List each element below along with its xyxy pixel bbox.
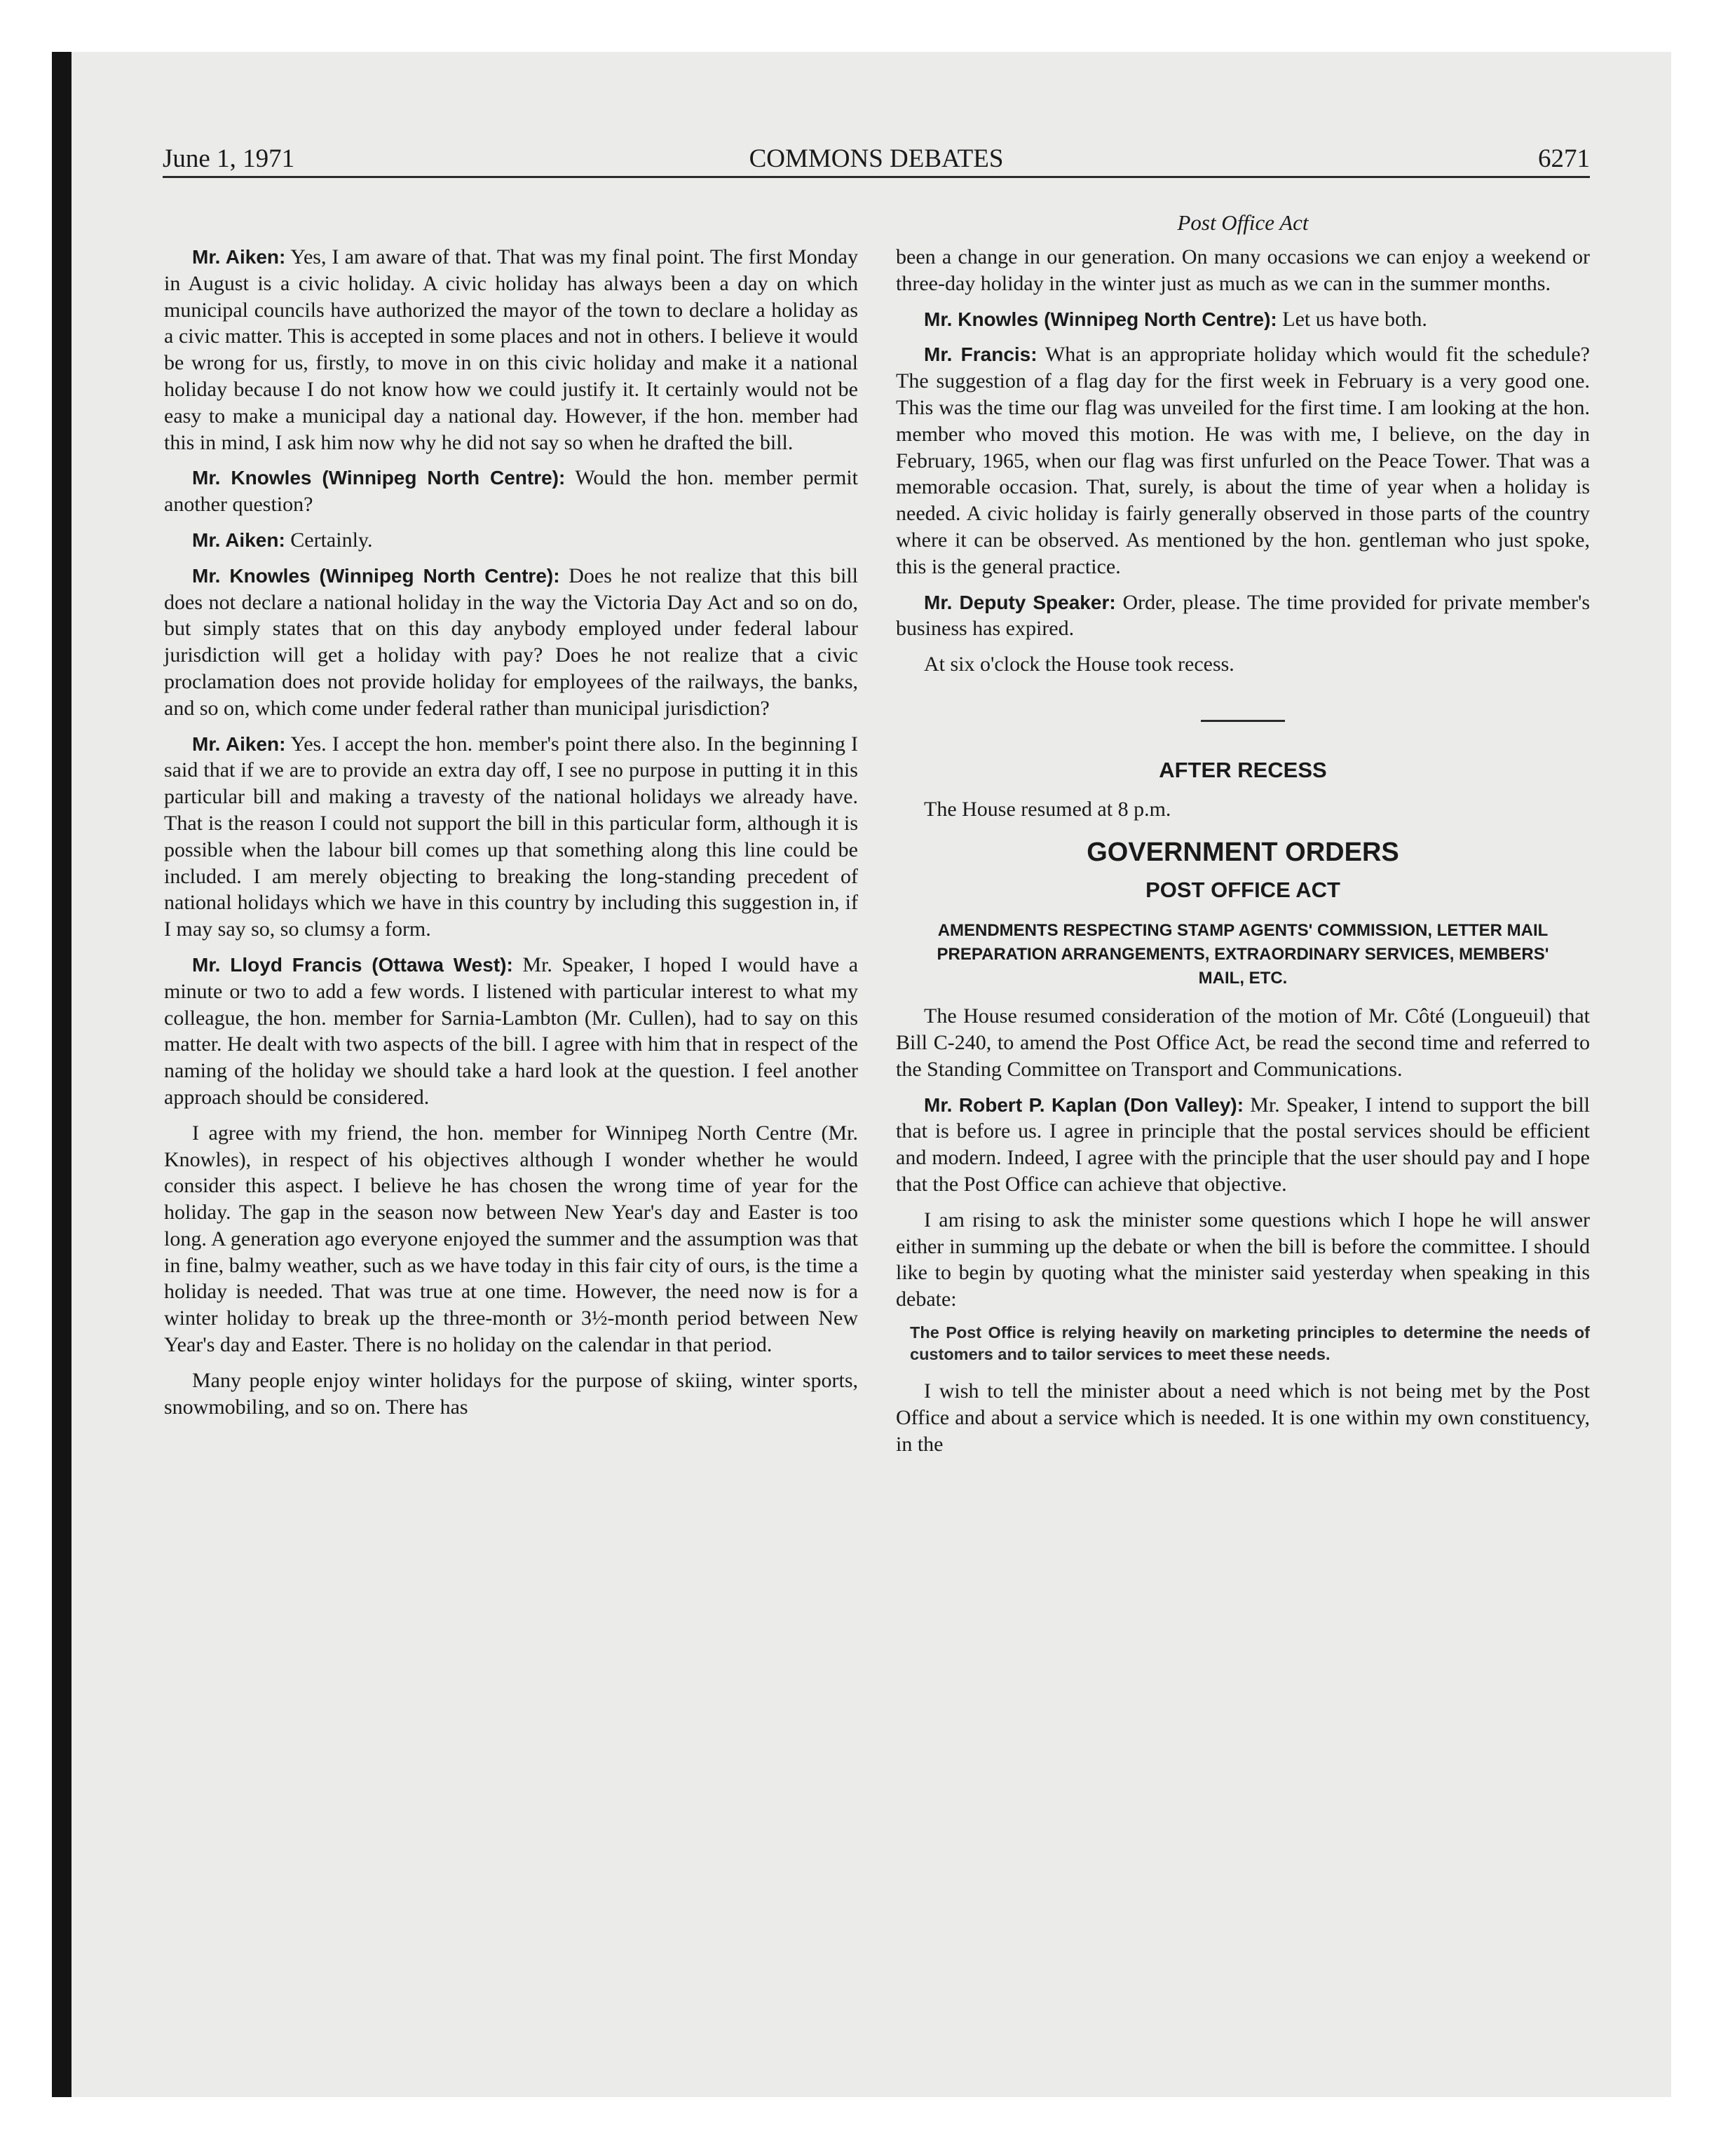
- paragraph: [164, 465, 858, 518]
- paragraph: [896, 796, 1590, 823]
- speech-text: Yes, I am aware of that. That was my final point. The first Monday in August is a civic holiday. A civic holiday has always been a day on which municipal councils have authorized the mayor of the town to declare a holiday as a civic matter. This is accepted in some places and not in others. I believe it would be wrong for us, firstly, to move in on this civic holiday and make it a national holiday because I do not know how we could justify it. It certainly would not be easy to make a municipal day a national day. However, if the hon. member had this in mind, I ask him now why he did not say so when he drafted the bill.: [164, 245, 858, 454]
- speech-text: The House resumed consideration of the motion of Mr. Côté (Longueuil) that Bill C-240, to amend the Post Office Act, be read the second time and referred to the Standing Committee on Transport and Communications.: [896, 1004, 1590, 1081]
- paragraph: [896, 589, 1590, 643]
- speaker-name: Mr. Knowles (Winnipeg North Centre):: [192, 467, 566, 489]
- after-recess-heading: AFTER RECESS: [1159, 757, 1327, 782]
- paragraph: [896, 341, 1590, 580]
- speaker-name: Mr. Aiken:: [192, 732, 286, 755]
- paragraph: [896, 1092, 1590, 1198]
- header-page-number: 6271: [1538, 144, 1590, 173]
- paragraph: [164, 244, 858, 456]
- speech-text: been a change in our generation. On many occasions we can enjoy a weekend or three-day holiday in the winter just as much as we can in the summer months.: [896, 245, 1590, 295]
- left-column: [164, 244, 858, 1429]
- paragraph: [896, 1207, 1590, 1313]
- paragraph: [896, 306, 1590, 333]
- speech-text: I agree with my friend, the hon. member for Winnipeg North Centre (Mr. Knowles), in respect of his objectives although I wonder whether he would consider this aspect. I believe he has chosen the wrong time of year for the holiday. The gap in the season now between New Year's day and Easter is too long. A generation ago everyone enjoyed the summer and the assumption was that in fine, balmy weather, such as we have today in this fair city of ours, is the time a holiday is needed. That was true at one time. However, the need now is for a winter holiday to break up the three-month or 3½-month period between New Year's day and Easter. There is no holiday on the calendar in that period.: [164, 1121, 858, 1357]
- speech-text: Yes. I accept the hon. member's point there also. In the beginning I said that if we are to provide an extra day off, I see no purpose in putting it in this particular bill and making a travesty of the national holidays we already have. That is the reason I could not support the bill in this particular form, although it is possible when the labour bill comes up that something along this line could be included. I am merely objecting to breaking the long-standing precedent of national holidays which we have in this country by including this suggestion in, if I may say so, so clumsy a form.: [164, 732, 859, 941]
- speech-text: Let us have both.: [1282, 307, 1427, 331]
- paragraph: [164, 1120, 858, 1358]
- post-office-act-heading: POST OFFICE ACT: [1145, 878, 1340, 903]
- paragraph: [164, 527, 858, 554]
- section-divider: [1201, 720, 1285, 722]
- government-orders-heading: GOVERNMENT ORDERS: [1087, 837, 1399, 867]
- paragraph: [164, 731, 858, 943]
- speech-text: At six o'clock the House took recess.: [924, 653, 1234, 676]
- speech-text: The House resumed at 8 p.m.: [924, 797, 1171, 821]
- speech-text: Order, please. The time provided for private member's business has expired.: [896, 590, 1591, 641]
- speech-text: Mr. Speaker, I hoped I would have a minute or two to add a few words. I listened with particular interest to what my colleague, the hon. member for Sarnia-Lambton (Mr. Cullen), had to say on this matter. He dealt with two aspects of the bill. I agree with him that in respect of the naming of the holiday we should take a hard look at the question. I feel another approach should be considered.: [164, 953, 859, 1109]
- paragraph: [164, 1367, 858, 1421]
- paragraph: [164, 563, 858, 722]
- speaker-name: Mr. Lloyd Francis (Ottawa West):: [192, 953, 513, 976]
- speech-text: Mr. Speaker, I intend to support the bill that is before us. I agree in principle that the postal services should be efficient and modern. Indeed, I agree with the principle that the user should pay and I hope that the Post Office can achieve that objective.: [896, 1093, 1591, 1196]
- speech-text: What is an appropriate holiday which would fit the schedule? The suggestion of a flag day for the first week in February is a very good one. This was the time our flag was unveiled for the first time. I am looking at the hon. member who moved this motion. He was with me, I believe, on the day in February, 1965, when our flag was first unfurled on the Peace Tower. That was a memorable occasion. That, surely, is about the time of year when a holiday is needed. A civic holiday is fairly generally observed in those parts of the country where it can be observed. As mentioned by the hon. gentleman who just spoke, this is the general practice.: [896, 343, 1590, 578]
- speaker-name: Mr. Aiken:: [192, 528, 285, 551]
- paragraph: [896, 1003, 1590, 1082]
- speaker-name: Mr. Francis:: [924, 343, 1037, 366]
- header-date: June 1, 1971: [163, 144, 295, 173]
- paragraph: [896, 244, 1590, 297]
- block-quote: The Post Office is relying heavily on marketing principles to determine the needs of customers and to tailor services to meet these needs.: [910, 1323, 1590, 1363]
- speaker-name: Mr. Knowles (Winnipeg North Centre):: [924, 308, 1277, 330]
- header-publication: COMMONS DEBATES: [749, 144, 1004, 173]
- speech-text: Does he not realize that this bill does not declare a national holiday in the way the Victoria Day Act and so on do, but simply states that on this day anybody employed under federal labour jurisdiction will get a holiday with pay? Does he not realize that a civic proclamation does not provide holiday for employees of the railways, the banks, and so on, which come under federal rather than municipal jurisdiction?: [164, 564, 859, 720]
- scan-border: [52, 52, 72, 2097]
- speech-text: Certainly.: [290, 528, 373, 552]
- amendments-subheading: AMENDMENTS RESPECTING STAMP AGENTS' COMMISSION, LETTER MAIL PREPARATION ARRANGEMENTS, EXTRAORDINARY SERVICES, MEMBERS' MAIL, ETC.: [937, 921, 1549, 988]
- speech-text: I wish to tell the minister about a need which is not being met by the Post Office and about a service which is needed. It is one within my own constituency, in the: [896, 1379, 1590, 1456]
- right-column: [896, 244, 1590, 1466]
- speaker-name: Mr. Deputy Speaker:: [924, 591, 1116, 613]
- paragraph: [164, 952, 858, 1111]
- paragraph: [896, 651, 1590, 678]
- speech-text: I am rising to ask the minister some questions which I hope he will answer either in summing up the debate or when the bill is before the committee. I should like to begin by quoting what the minister said yesterday when speaking in this debate:: [896, 1208, 1590, 1311]
- running-head: Post Office Act: [1177, 210, 1309, 235]
- speaker-name: Mr. Robert P. Kaplan (Don Valley):: [924, 1093, 1244, 1116]
- speaker-name: Mr. Knowles (Winnipeg North Centre):: [192, 564, 560, 587]
- speech-text: Would the hon. member permit another question?: [164, 466, 858, 517]
- speech-text: Many people enjoy winter holidays for the purpose of skiing, winter sports, snowmobiling, and so on. There has: [164, 1368, 858, 1419]
- page-header: [163, 144, 1590, 178]
- paragraph: [896, 1378, 1590, 1457]
- speaker-name: Mr. Aiken:: [192, 246, 286, 268]
